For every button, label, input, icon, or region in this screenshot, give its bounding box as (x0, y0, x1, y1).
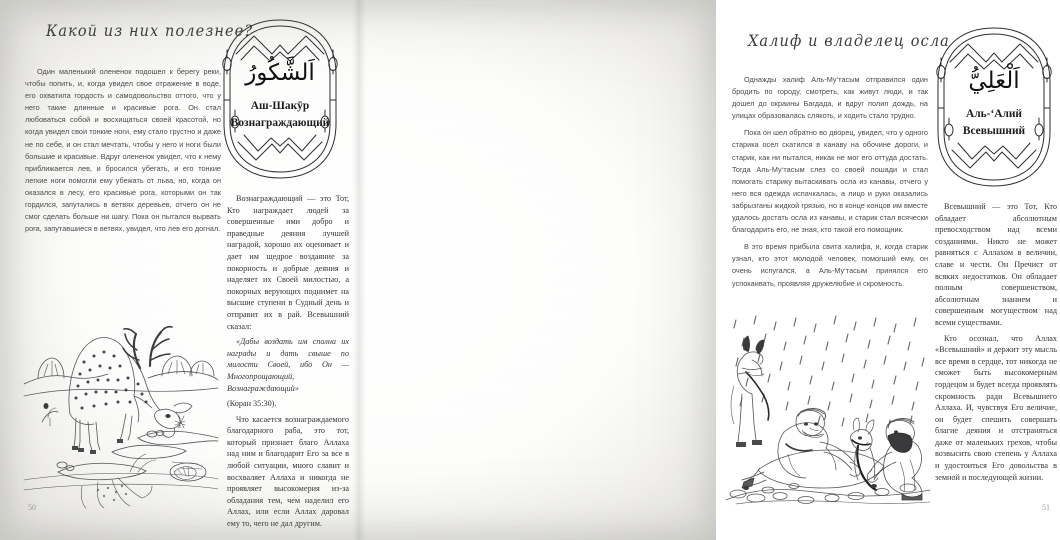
transliteration-right: Аль-‘Алий (966, 108, 1022, 120)
commentary-paragraph: Вознаграждающий — это Тот, Кто награждает людей за совершенные ими добро и праведные деяния лучшей наградой, хорошо их оценивает и дает им щедрое воздаяние за покорность и добрые деяния и наделяет их Своей милостью, а покорных верующих поднимет на высшие ступени в Судный день и отправит их в рай. Всевышний сказал: (227, 194, 349, 331)
commentary-right (935, 201, 1057, 487)
divine-name-frame-left (214, 14, 346, 184)
arabic-name-right: اَلْعَلِيُّ (968, 68, 1020, 94)
deer-illustration-svg (22, 322, 220, 510)
illustration-deer-drinking (22, 322, 220, 510)
commentary-paragraph: Кто осознал, что Аллах «Всевышний» и держит эту мысль все время в сердце, тот никогда не сможет быть высокомерным гордецом и будет всегда проявлять скромность ради Всевышнего Аллаха. И, чувствуя Его величие, он будет спешить совершать благие деяния и отстраняться даже от маленьких грехов, чтобы возвысить свою степень у Аллаха и удостоиться Его довольства в земной и последующей жизни. (935, 333, 1057, 482)
quran-quote: «Дабы воздать им сполна их награды и дать свыше по милости Своей, ибо Он — Многопрощающий, Вознаграждающий» (227, 337, 349, 393)
story-paragraph: В это время прибыла свита халифа, и, когда старик узнал, кто этот молодой человек, помогший ему, он очень испугался, а Аль-Му‘тасым принялся его успокаивать, проявляя дружелюбие и скромность. (732, 242, 928, 288)
page-right (358, 0, 1057, 540)
transliteration-left: Аш-Шакӯр (250, 100, 310, 112)
page-left (0, 0, 358, 540)
commentary-paragraph: Всевышний — это Тот, Кто обладает абсолютным превосходством над всеми созданиями. Никто не может равняться с Аллахом в величии, славе и чести. Он Пречист от всяких недостатков. Он обладает полным совершенством, абсолютным знанием и совершенным могуществом над всеми существами. (935, 202, 1057, 327)
commentary-paragraph: Что касается вознаграждаемого благодарного раба, это тот, который признает благо Аллаха над ним и благодарит Его за все в любой ситуации, много славит и восхваляет Аллаха и никогда не проявляет высокомерия из-за обладания тем, чем наделил его Аллах, или если Аллах даровал ему то, чего не дал другим. (227, 414, 349, 529)
meaning-left: Вознаграждающий (230, 117, 330, 129)
ornament-frame-svg (928, 22, 1060, 192)
ornament-frame-svg (214, 14, 346, 184)
story-paragraph: Однажды халиф Аль-Му‘тасым отправился один бродить по городу, смотреть, как живут люди, и так дошел до окраины Багдада, и вдруг полил дождь, на улицах образовалась слякоть, и ходить стало трудно. (732, 75, 928, 121)
page-number-left: 50 (28, 503, 36, 512)
divine-name-frame-right (928, 22, 1060, 192)
page-title-right: Халиф и владелец осла (748, 33, 950, 51)
page-title-left: Какой из них полезнее? (46, 23, 254, 41)
commentary-left (227, 193, 349, 534)
story-body-left (25, 66, 221, 240)
quran-reference: (Коран 35:30). (227, 399, 277, 409)
story-body-right (732, 74, 928, 295)
story-paragraph: Один маленький олененок подошел к берегу реки, чтобы попить, и, когда увидел свое отражение в воде, его охватила гордость и самодовольство оттого, что у него такие длинные и красивые рога. Он стал любоваться собой и восхищаться своей красотой, но когда увидел свои тонкие ноги, ему стало грустно и даже не по себе, и он стал мечтать, чтобы у него и ноги были большие и красивые. Вдруг олененок увидел, что к нему приближается лев, и бросился убегать, и его тонкие легкие ноги помогли ему убежать от льва, но, когда он оказался в лесу, его красивые рога, которыми он так гордился, запутались в ветвях деревьев, отчего он не смог сделать больше ни шагу. Пока он пытался вырвать рога, запутавшиеся в ветвях, увидел, что лев его догнал. (25, 67, 221, 234)
meaning-right: Всевышний (962, 125, 1026, 137)
arabic-name-left: اَلشَّكُورُ (245, 60, 315, 86)
caliph-illustration-svg (724, 312, 932, 512)
story-paragraph: Пока он шел обратно во дворец, увидел, что у одного старика осел скатился в канаву на обочине дороги, и старик, как ни пытался, никак не мог его оттуда достать. Тогда Аль-Му‘тасым слез со своей лошади и стал помогать старику вытаскивать осла из канавы, отчего у него вся одежда испачкалась, а лицо и руки оказались забрызганы жидкой грязью, но в конце концов им вместе удалось достать осла из канавы, и старик стал всячески благодарить его, не зная, кто такой его помощник. (732, 128, 928, 235)
page-number-right: 51 (1042, 503, 1050, 512)
illustration-caliph-donkey (724, 312, 932, 512)
